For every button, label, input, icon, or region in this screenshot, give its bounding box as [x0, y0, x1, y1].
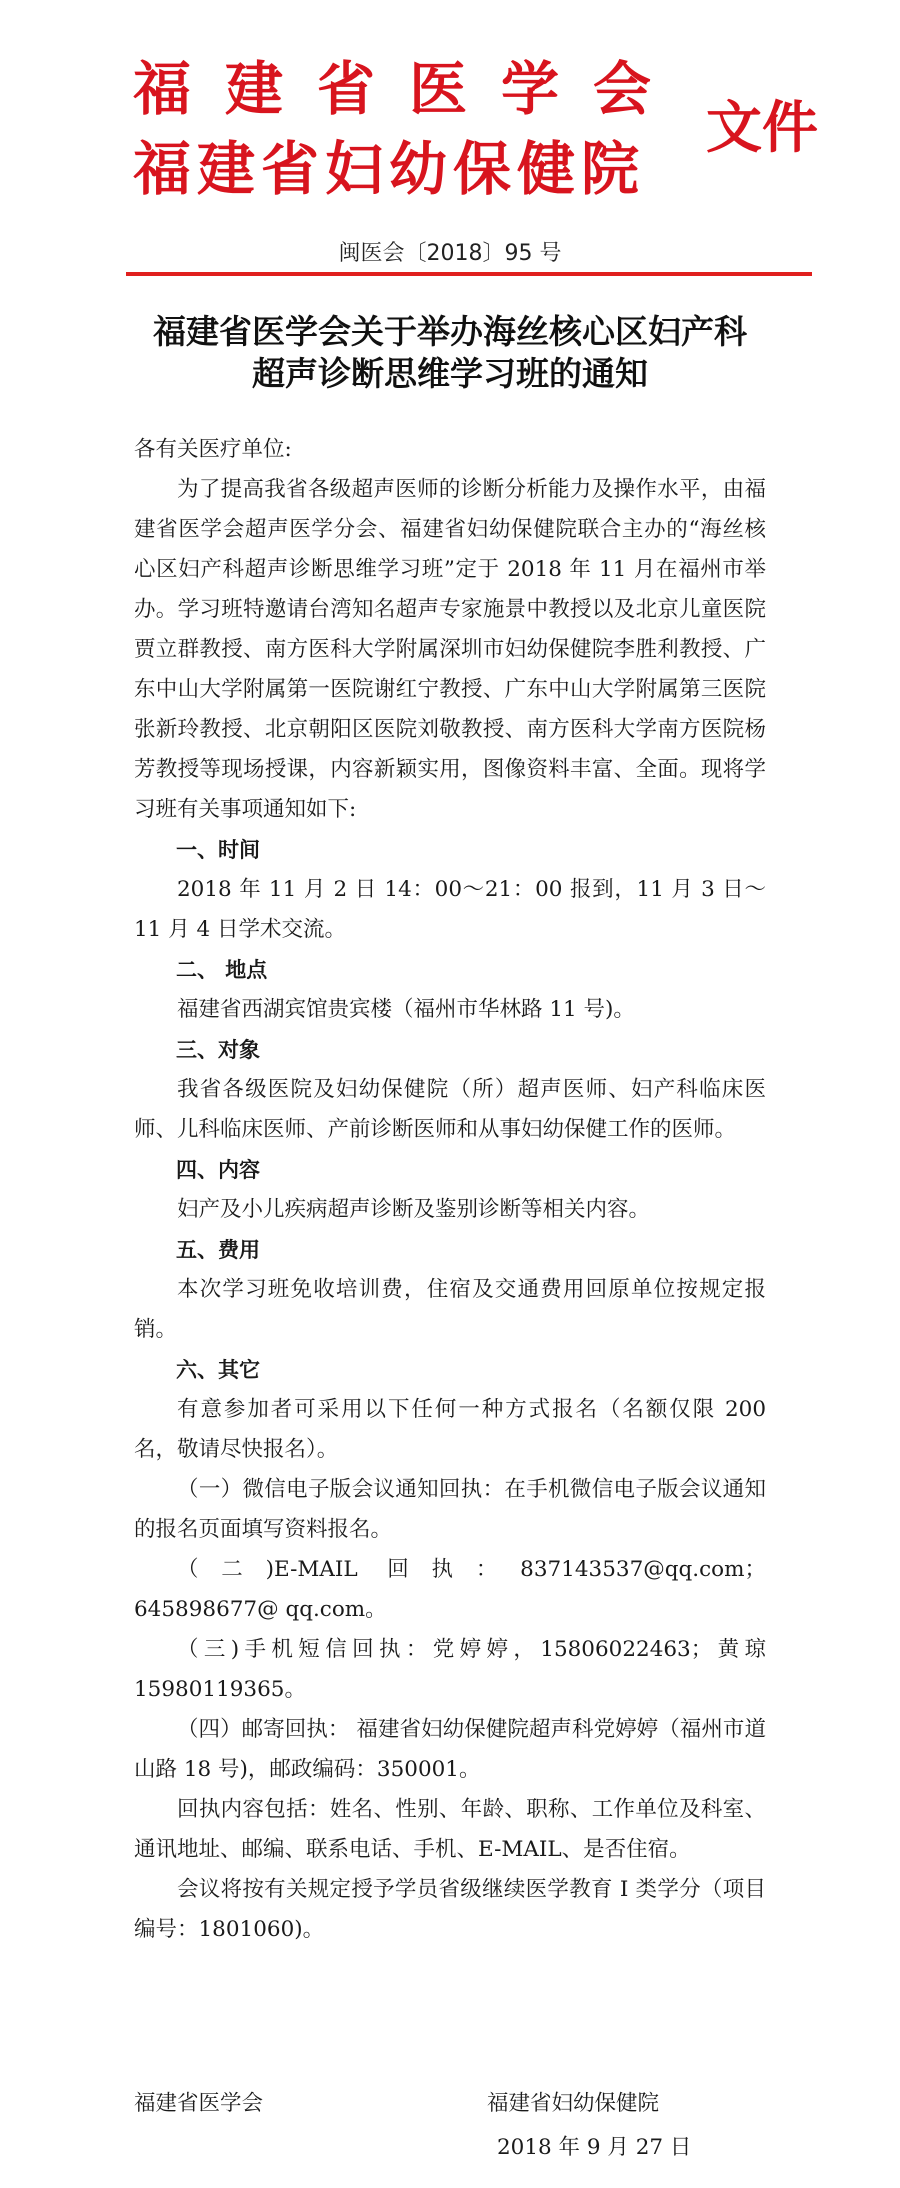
issuer-name-medical-association: 福建省医学会 — [133, 55, 686, 123]
registration-sms: （三)手机短信回执：党婷婷，15806022463；黄琼 15980119365。 — [134, 1637, 766, 1702]
document-number: 闽医会〔2018〕95 号 — [338, 241, 562, 266]
section-heading-audience: 三、对象 — [176, 1038, 260, 1062]
section-paragraph: 有意参加者可采用以下任何一种方式报名（名额仅限 200 名，敬请尽快报名）。 — [134, 1397, 766, 1462]
notice-title-line-1: 福建省医学会关于举办海丝核心区妇产科 — [153, 312, 747, 351]
section-paragraph: 妇产及小儿疾病超声诊断及鉴别诊断等相关内容。 — [177, 1197, 651, 1222]
signature-maternal-child-hospital: 福建省妇幼保健院 — [487, 2091, 660, 2116]
salutation: 各有关医疗单位: — [134, 437, 292, 462]
signature-medical-association: 福建省医学会 — [134, 2091, 264, 2116]
header-divider — [126, 272, 812, 276]
registration-email: （二)E-MAIL 回执：837143537@qq.com；645898677@ qq.com。 — [134, 1557, 766, 1622]
signature-date: 2018 年 9 月 27 日 — [497, 2135, 692, 2160]
section-heading-content: 四、内容 — [176, 1158, 260, 1182]
section-heading-other: 六、其它 — [176, 1358, 260, 1382]
section-paragraph: 本次学习班免收培训费，住宿及交通费用回原单位按规定报销。 — [134, 1277, 766, 1342]
section-heading-time: 一、时间 — [176, 838, 260, 862]
notice-title-line-2: 超声诊断思维学习班的通知 — [252, 354, 648, 393]
document-label: 文件 — [706, 95, 818, 161]
notice-body — [134, 430, 766, 1950]
intro-paragraph: 为了提高我省各级超声医师的诊断分析能力及操作水平，由福建省医学会超声医学分会、福建省妇幼保健院联合主办的“海丝核心区妇产科超声诊断思维学习班”定于 2018 年 11 月在福州市举办。学习班特邀请台湾知名超声专家施景中教授以及北京儿童医院贾立群教授、南方医科大学附属深圳市妇幼保健院李胜利教授、广东中山大学附属第一医院谢红宁教授、广东中山大学附属第三医院张新玲教授、北京朝阳区医院刘敬教授、南方医科大学南方医院杨芳教授等现场授课，内容新颖实用，图像资料丰富、全面。现将学习班有关事项通知如下: — [134, 477, 766, 822]
section-heading-location: 二、 地点 — [176, 958, 268, 982]
reply-contents: 回执内容包括：姓名、性别、年龄、职称、工作单位及科室、通讯地址、邮编、联系电话、手机、E-MAIL、是否住宿。 — [134, 1797, 766, 1862]
section-heading-fees: 五、费用 — [176, 1238, 260, 1262]
issuer-name-maternal-child-hospital: 福建省妇幼保健院 — [133, 135, 646, 203]
section-paragraph: 福建省西湖宾馆贵宾楼（福州市华林路 11 号)。 — [177, 997, 635, 1022]
section-paragraph: 2018 年 11 月 2 日 14：00～21：00 报到，11 月 3 日～11 月 4 日学术交流。 — [134, 877, 766, 942]
credit-note: 会议将按有关规定授予学员省级继续医学教育 I 类学分（项目编号：1801060)。 — [134, 1877, 766, 1942]
section-paragraph: 我省各级医院及妇幼保健院（所）超声医师、妇产科临床医师、儿科临床医师、产前诊断医师和从事妇幼保健工作的医师。 — [134, 1077, 766, 1142]
registration-mail: （四）邮寄回执： 福建省妇幼保健院超声科党婷婷（福州市道山路 18 号)，邮政编码：350001。 — [134, 1717, 766, 1782]
registration-wechat: （一）微信电子版会议通知回执：在手机微信电子版会议通知的报名页面填写资料报名。 — [134, 1477, 766, 1542]
